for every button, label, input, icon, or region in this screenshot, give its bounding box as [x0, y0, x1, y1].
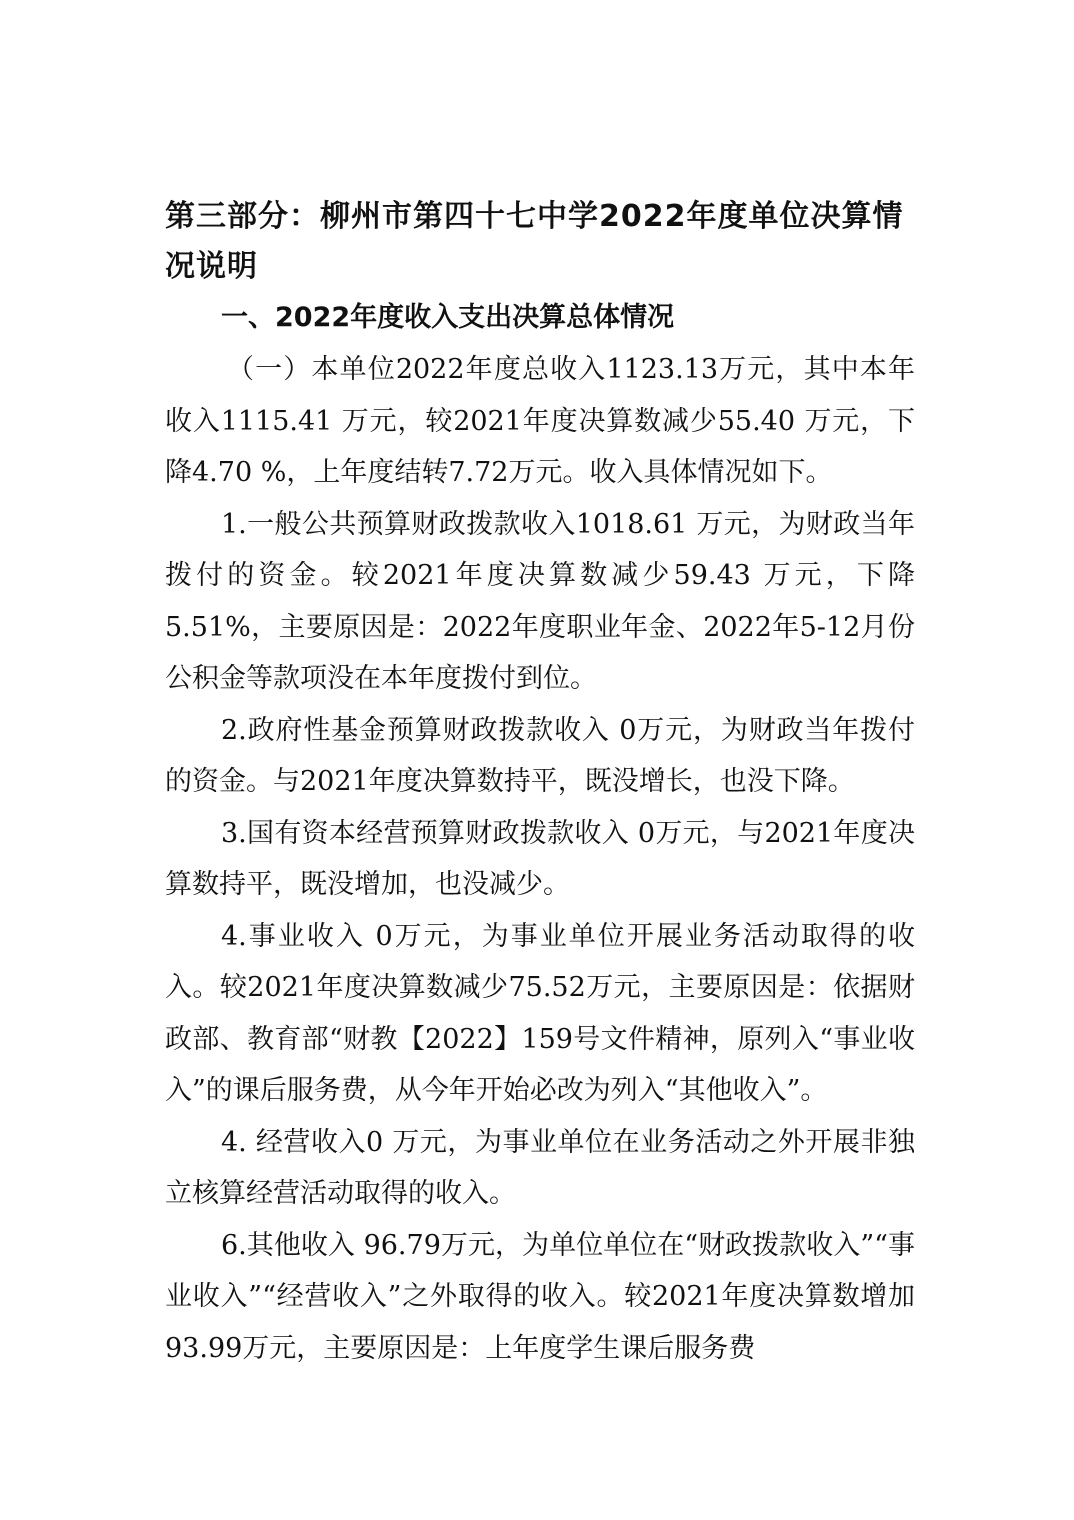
paragraph-business-income: 4.事业收入 0万元，为事业单位开展业务活动取得的收入。较2021年度决算数减少75.52万元，主要原因是：依据财政部、教育部“财教【2022】159号文件精神，原列入“事业收入”的课后服务费，从今年开始必改为列入“其他收入”。	[165, 920, 915, 1106]
document-body	[165, 192, 915, 1374]
section-heading: 一、2022年度收入支出决算总体情况	[221, 302, 675, 333]
paragraph-operating-income: 4. 经营收入0 万元，为事业单位在业务活动之外开展非独立核算经营活动取得的收入。	[165, 1126, 915, 1209]
document-title: 第三部分：柳州市第四十七中学2022年度单位决算情况说明	[165, 199, 904, 284]
paragraph-other-income: 6.其他收入 96.79万元，为单位单位在“财政拨款收入”“事业收入”“经营收入”之外取得的收入。较2021年度决算数增加93.99万元，主要原因是：上年度学生课后服务费	[165, 1229, 915, 1364]
paragraph-state-capital: 3.国有资本经营预算财政拨款收入 0万元，与2021年度决算数持平，既没增加，也没减少。	[165, 817, 915, 900]
paragraph-government-fund: 2.政府性基金预算财政拨款收入 0万元，为财政当年拨付的资金。与2021年度决算数持平，既没增长，也没下降。	[165, 714, 915, 797]
paragraph-general-budget: 1.一般公共预算财政拨款收入1018.61 万元，为财政当年拨付的资金。较2021年度决算数减少59.43 万元，下降5.51%，主要原因是：2022年度职业年金、2022年5-12月份公积金等款项没在本年度拨付到位。	[165, 508, 915, 694]
paragraph-total-income: （一）本单位2022年度总收入1123.13万元，其中本年收入1115.41 万元，较2021年度决算数减少55.40 万元，下降4.70 %，上年度结转7.72万元。收入具体情况如下。	[165, 354, 915, 488]
